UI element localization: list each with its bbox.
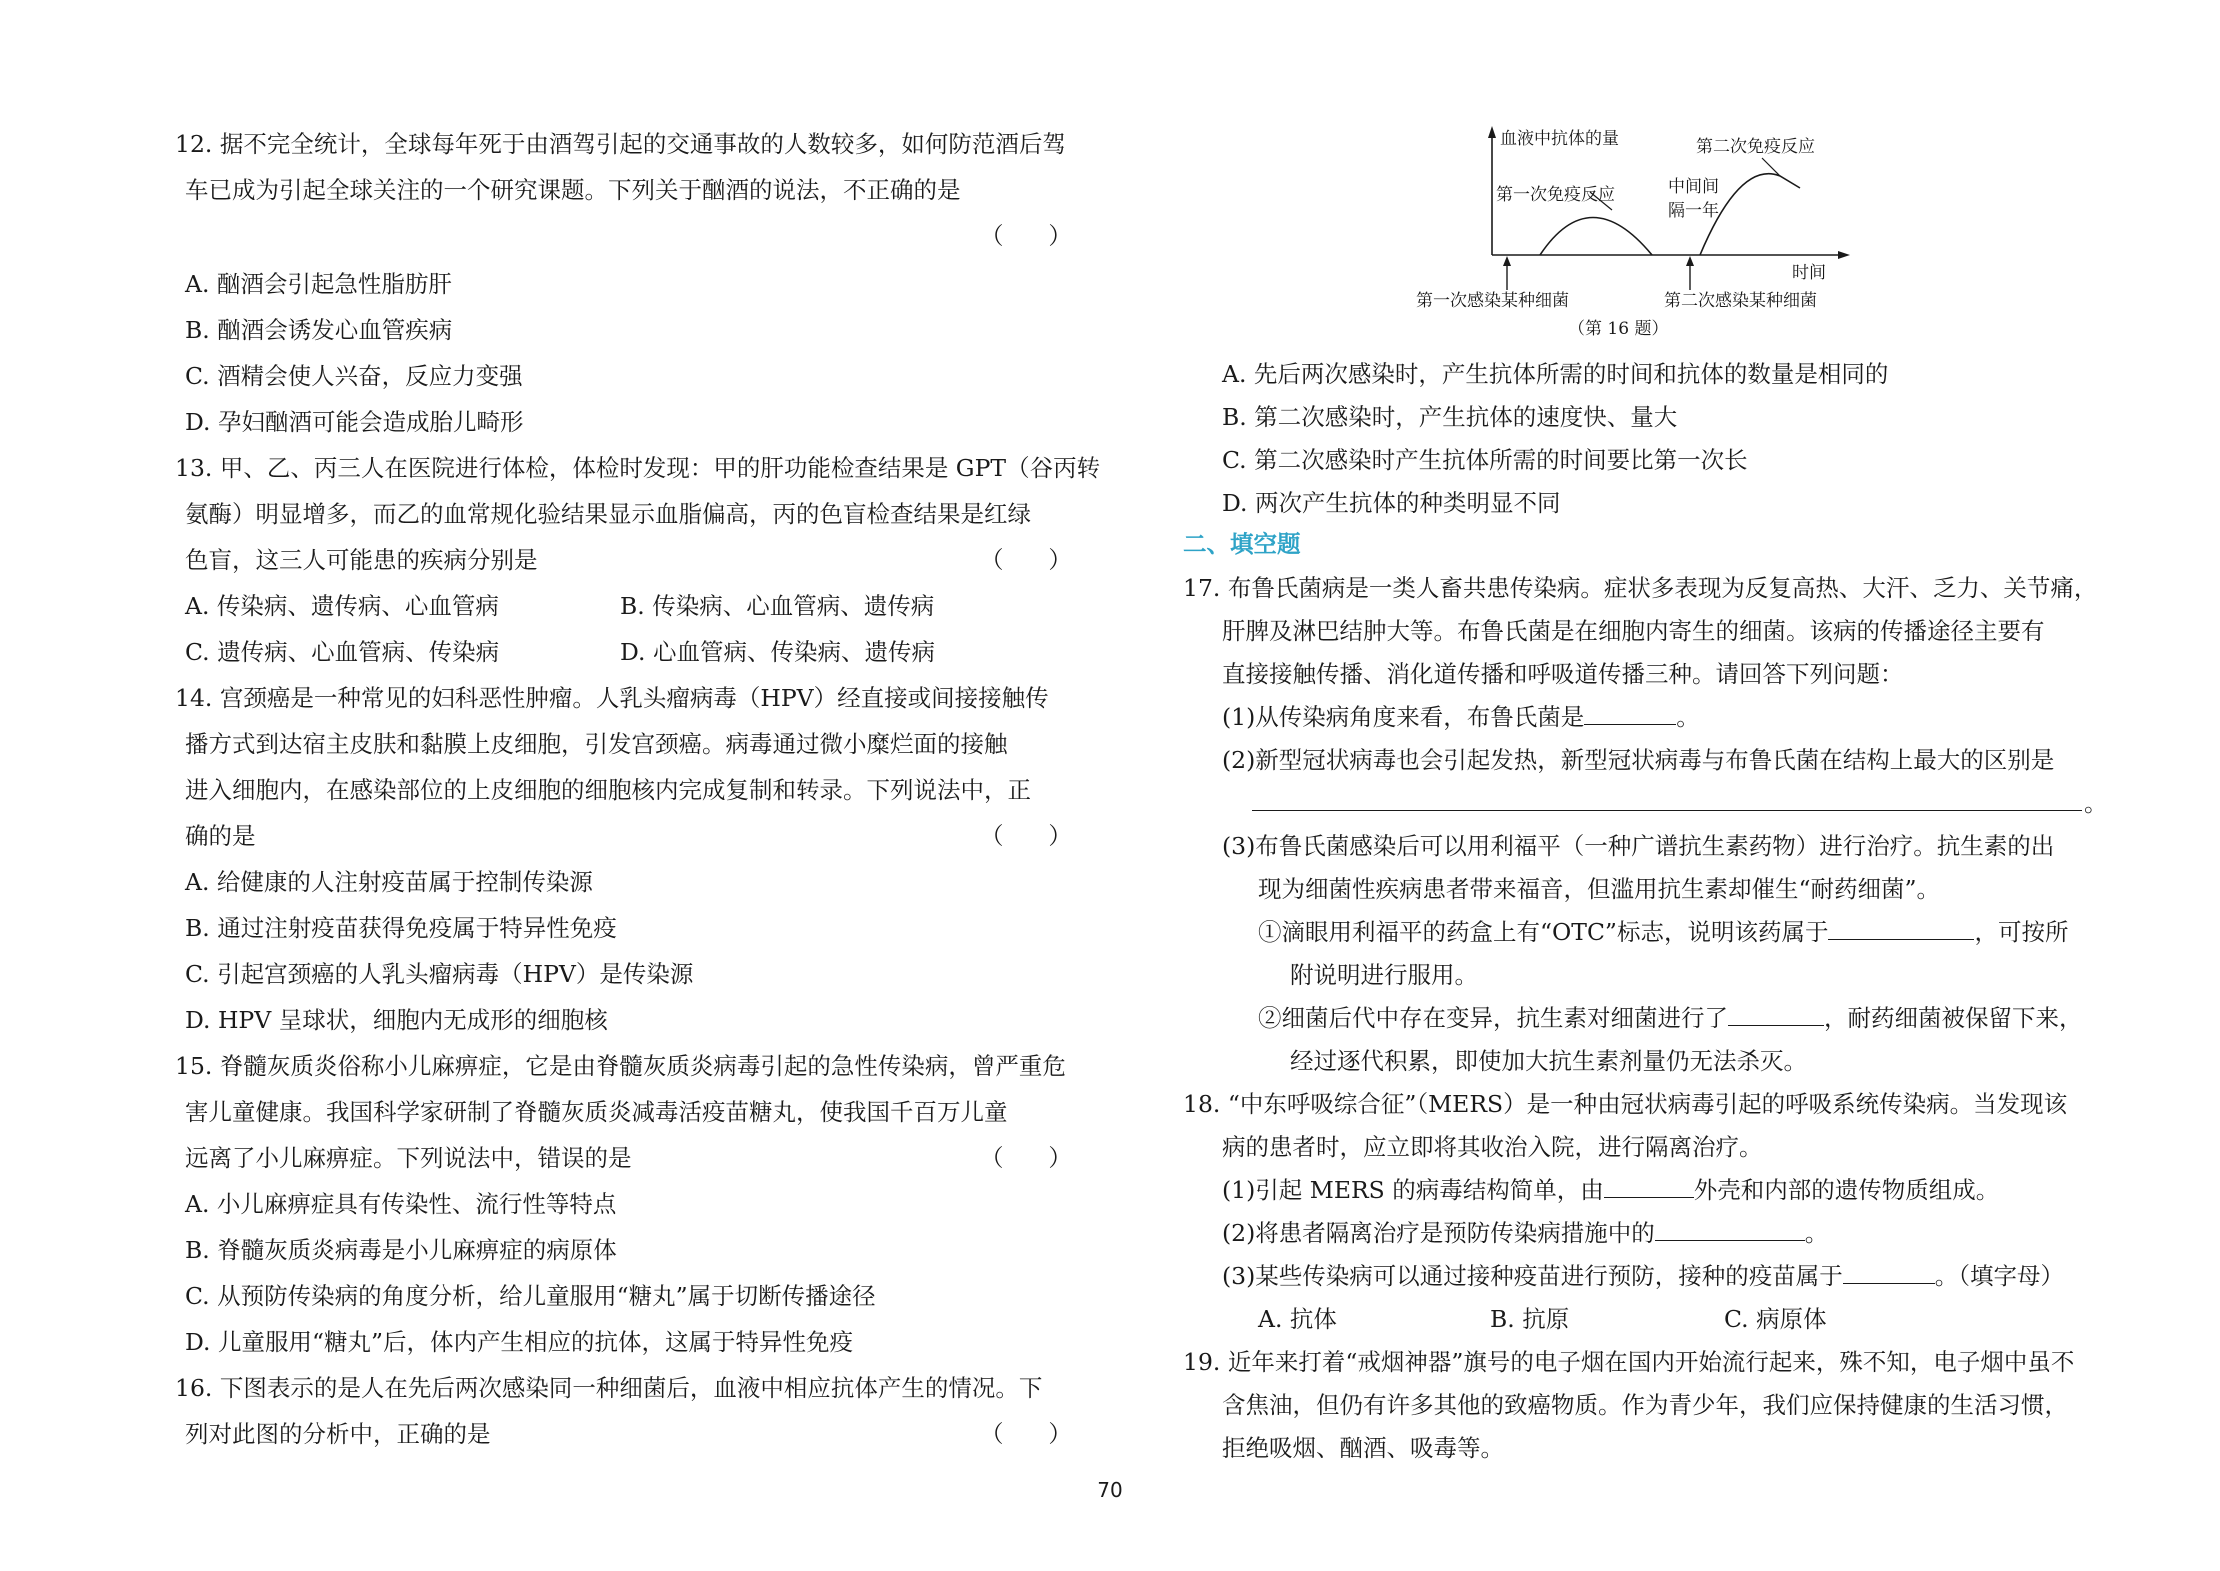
figure-second-response-label: 第二次免疫反应 — [1696, 137, 1815, 157]
q12-option-c[interactable]: C. 酒精会使人兴奋，反应力变强 — [185, 362, 523, 390]
figure-gap-label-1: 中间间 — [1668, 177, 1719, 197]
q17-part2: (2)新型冠状病毒也会引起发热，新型冠状病毒与布鲁氏菌在结构上最大的区别是 — [1222, 746, 2055, 774]
q17-stem-line2: 肝脾及淋巴结肿大等。布鲁氏菌是在细胞内寄生的细菌。该病的传播途径主要有 — [1222, 617, 2045, 645]
q18-part1-after: 外壳和内部的遗传物质组成。 — [1693, 1176, 2000, 1204]
q14-option-a[interactable]: A. 给健康的人注射疫苗属于控制传染源 — [185, 868, 593, 896]
q18-part2-end: 。 — [1804, 1219, 1829, 1247]
q17-stem-line1: 17. 布鲁氏菌病是一类人畜共患传染病。症状多表现为反复高热、大汗、乏力、关节痛， — [1183, 574, 2098, 602]
q14-stem-line2: 播方式到达宿主皮肤和黏膜上皮细胞，引发宫颈癌。病毒通过微小糜烂面的接触 — [185, 730, 1008, 758]
q18-stem-line2: 病的患者时，应立即将其收治入院，进行隔离治疗。 — [1222, 1133, 1763, 1161]
q15-option-c[interactable]: C. 从预防传染病的角度分析，给儿童服用“糖丸”属于切断传播途径 — [185, 1282, 876, 1310]
q17-sub2-text: ②细菌后代中存在变异，抗生素对细菌进行了 — [1258, 1004, 1728, 1032]
q12-answer-paren[interactable]: （ ） — [980, 222, 1072, 250]
q12-stem-line2: 车已成为引起全球关注的一个研究课题。下列关于酗酒的说法，不正确的是 — [185, 176, 961, 204]
q18-part3-after: 。（填字母） — [1934, 1262, 2065, 1290]
q14-stem-line3: 进入细胞内，在感染部位的上皮细胞的细胞核内完成复制和转录。下列说法中，正 — [185, 776, 1031, 804]
q17-part1 — [1222, 701, 1700, 733]
q18-part2-blank[interactable] — [1655, 1218, 1805, 1241]
q14-stem-line1: 14. 宫颈癌是一种常见的妇科恶性肿瘤。人乳头瘤病毒（HPV）经直接或间接接触传 — [175, 684, 1049, 712]
q18-stem-line1: 18. “中东呼吸综合征”（MERS）是一种由冠状病毒引起的呼吸系统传染病。当发现该 — [1183, 1090, 2068, 1118]
q12-option-d[interactable]: D. 孕妇酗酒可能会造成胎儿畸形 — [185, 408, 524, 436]
figure-caption: （第 16 题） — [1568, 319, 1669, 339]
q17-part3-line1: (3)布鲁氏菌感染后可以用利福平（一种广谱抗生素药物）进行治疗。抗生素的出 — [1222, 832, 2055, 860]
q14-stem-line4: 确的是 — [185, 822, 256, 850]
first-response-curve — [1540, 218, 1652, 256]
q14-option-d[interactable]: D. HPV 呈球状，细胞内无成形的细胞核 — [185, 1006, 608, 1034]
y-axis-arrow — [1488, 126, 1496, 138]
first-infection-arrow-head — [1503, 256, 1511, 266]
q13-option-b[interactable]: B. 传染病、心血管病、遗传病 — [620, 592, 935, 620]
q17-sub1-blank[interactable] — [1828, 917, 1974, 940]
q17-sub2-line2: 经过逐代积累，即使加大抗生素剂量仍无法杀灭。 — [1290, 1047, 1807, 1075]
q17-sub1-line1 — [1258, 916, 2068, 948]
q15-option-b[interactable]: B. 脊髓灰质炎病毒是小儿麻痹症的病原体 — [185, 1236, 617, 1264]
figure-gap-label-2: 隔一年 — [1668, 201, 1719, 221]
q14-answer-paren[interactable]: （ ） — [980, 822, 1072, 850]
q15-answer-paren[interactable]: （ ） — [980, 1144, 1072, 1172]
q19-stem-line3: 拒绝吸烟、酗酒、吸毒等。 — [1222, 1434, 1504, 1462]
figure-second-infection-label: 第二次感染某种细菌 — [1664, 291, 1817, 311]
q16-option-c[interactable]: C. 第二次感染时产生抗体所需的时间要比第一次长 — [1222, 446, 1748, 474]
q17-part2-blank[interactable] — [1252, 810, 2082, 811]
x-axis-arrow — [1838, 251, 1850, 259]
second-infection-arrow-head — [1686, 256, 1694, 266]
q17-sub2-blank[interactable] — [1728, 1003, 1824, 1026]
q17-sub1-text: ①滴眼用利福平的药盒上有“OTC”标志，说明该药属于 — [1258, 918, 1829, 946]
q13-stem-line2: 氨酶）明显增多，而乙的血常规化验结果显示血脂偏高，丙的色盲检查结果是红绿 — [185, 500, 1031, 528]
q14-option-b[interactable]: B. 通过注射疫苗获得免疫属于特异性免疫 — [185, 914, 617, 942]
q13-stem-line3: 色盲，这三人可能患的疾病分别是 — [185, 546, 538, 574]
q13-option-c[interactable]: C. 遗传病、心血管病、传染病 — [185, 638, 500, 666]
q16-stem-line2: 列对此图的分析中，正确的是 — [185, 1420, 491, 1448]
q13-stem-line1: 13. 甲、乙、丙三人在医院进行体检，体检时发现：甲的肝功能检查结果是 GPT（谷丙转 — [175, 454, 1101, 482]
q17-part1-end: 。 — [1676, 703, 1700, 731]
q15-option-a[interactable]: A. 小儿麻痹症具有传染性、流行性等特点 — [185, 1190, 617, 1218]
q16-option-d[interactable]: D. 两次产生抗体的种类明显不同 — [1222, 489, 1561, 517]
q15-option-d[interactable]: D. 儿童服用“糖丸”后，体内产生相应的抗体，这属于特异性免疫 — [185, 1328, 853, 1356]
q15-stem-line2: 害儿童健康。我国科学家研制了脊髓灰质炎减毒活疫苗糖丸，使我国千百万儿童 — [185, 1098, 1008, 1126]
q18-part2-text: (2)将患者隔离治疗是预防传染病措施中的 — [1222, 1219, 1655, 1247]
q14-option-c[interactable]: C. 引起宫颈癌的人乳头瘤病毒（HPV）是传染源 — [185, 960, 694, 988]
page-number: 70 — [1097, 1478, 1123, 1502]
q16-option-b[interactable]: B. 第二次感染时，产生抗体的速度快、量大 — [1222, 403, 1678, 431]
q17-part2-end: 。 — [2084, 789, 2108, 817]
q18-option-b[interactable]: B. 抗原 — [1490, 1305, 1570, 1333]
q12-option-a[interactable]: A. 酗酒会引起急性脂肪肝 — [185, 270, 452, 298]
q18-part1 — [1222, 1174, 1999, 1206]
q18-part1-text: (1)引起 MERS 的病毒结构简单，由 — [1222, 1176, 1604, 1204]
q18-part3-blank[interactable] — [1843, 1261, 1935, 1284]
q18-option-c[interactable]: C. 病原体 — [1724, 1305, 1827, 1333]
section-heading-fill-in: 二、填空题 — [1183, 530, 1301, 558]
q17-sub2-after: ，耐药细菌被保留下来， — [1824, 1004, 2083, 1032]
q12-option-b[interactable]: B. 酗酒会诱发心血管疾病 — [185, 316, 453, 344]
q17-sub2-line1 — [1258, 1002, 2083, 1034]
figure-first-infection-label: 第一次感染某种细菌 — [1416, 291, 1569, 311]
q12-stem-line1: 12. 据不完全统计，全球每年死于由酒驾引起的交通事故的人数较多，如何防范酒后驾 — [175, 130, 1066, 158]
q13-option-d[interactable]: D. 心血管病、传染病、遗传病 — [620, 638, 935, 666]
q16-answer-paren[interactable]: （ ） — [980, 1420, 1072, 1448]
q16-stem-line1: 16. 下图表示的是人在先后两次感染同一种细菌后，血液中相应抗体产生的情况。下 — [175, 1374, 1043, 1402]
q18-part3 — [1222, 1260, 2064, 1292]
q17-part1-text: (1)从传染病角度来看，布鲁氏菌是 — [1222, 703, 1585, 731]
q19-stem-line2: 含焦油，但仍有许多其他的致癌物质。作为青少年，我们应保持健康的生活习惯， — [1222, 1391, 2068, 1419]
q18-part2 — [1222, 1217, 1828, 1249]
q15-stem-line1: 15. 脊髓灰质炎俗称小儿麻痹症，它是由脊髓灰质炎病毒引起的急性传染病，曾严重危 — [175, 1052, 1066, 1080]
q17-sub1-after: ，可按所 — [1974, 918, 2069, 946]
q13-answer-paren[interactable]: （ ） — [980, 546, 1072, 574]
q19-stem-line1: 19. 近年来打着“戒烟神器”旗号的电子烟在国内开始流行起来，殊不知，电子烟中虽不 — [1183, 1348, 2075, 1376]
q17-part1-blank[interactable] — [1584, 702, 1676, 725]
antibody-response-figure — [1400, 120, 1860, 350]
q18-part3-text: (3)某些传染病可以通过接种疫苗进行预防，接种的疫苗属于 — [1222, 1262, 1843, 1290]
q16-option-a[interactable]: A. 先后两次感染时，产生抗体所需的时间和抗体的数量是相同的 — [1222, 360, 1889, 388]
q18-part1-blank[interactable] — [1604, 1175, 1694, 1198]
figure-first-response-label: 第一次免疫反应 — [1496, 185, 1615, 205]
q15-stem-line3: 远离了小儿麻痹症。下列说法中，错误的是 — [185, 1144, 632, 1172]
q17-sub1-line2: 附说明进行服用。 — [1290, 961, 1478, 989]
figure-xlabel: 时间 — [1792, 263, 1826, 283]
figure-ylabel: 血液中抗体的量 — [1500, 129, 1619, 149]
q17-stem-line3: 直接接触传播、消化道传播和呼吸道传播三种。请回答下列问题： — [1222, 660, 1904, 688]
q17-part3-line2: 现为细菌性疾病患者带来福音，但滥用抗生素却催生“耐药细菌”。 — [1258, 875, 1941, 903]
q13-option-a[interactable]: A. 传染病、遗传病、心血管病 — [185, 592, 499, 620]
q18-option-a[interactable]: A. 抗体 — [1258, 1305, 1337, 1333]
